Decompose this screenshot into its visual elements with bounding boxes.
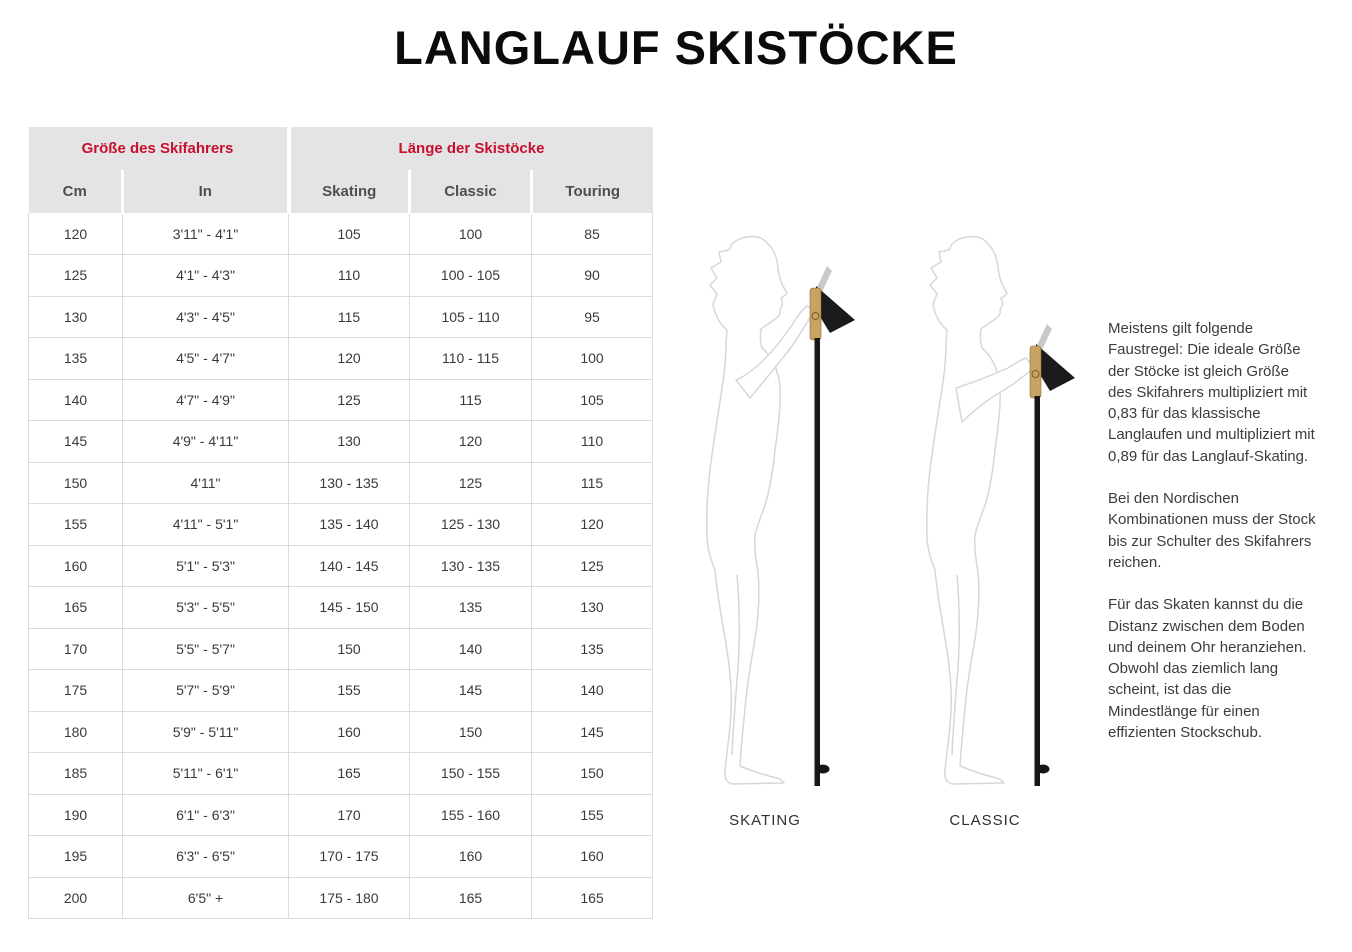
- table-cell: 165: [29, 587, 123, 629]
- table-cell: 165: [532, 877, 653, 919]
- table-cell: 90: [532, 255, 653, 297]
- table-cell: 170: [29, 628, 123, 670]
- table-cell: 120: [532, 504, 653, 546]
- table-group-header-row: [29, 127, 653, 170]
- table-row: [29, 462, 653, 504]
- table-cell: 175: [29, 670, 123, 712]
- table-cell: 160: [410, 836, 532, 878]
- info-paragraph: Für das Skaten kannst du die Distanz zwischen dem Boden und deinem Ohr heranziehen. Obwohl das ziemlich lang scheint, ist das die Mindestlänge für einen effizienten Stockschub.: [1108, 596, 1307, 742]
- group-header-pole-length: Länge der Skistöcke: [289, 127, 653, 170]
- table-body: [29, 213, 653, 919]
- table-cell: 170 - 175: [289, 836, 410, 878]
- pole-basket: [817, 765, 830, 774]
- table-cell: 160: [532, 836, 653, 878]
- pole-strap: [816, 286, 855, 333]
- table-cell: 5'5" - 5'7": [123, 628, 289, 670]
- table-cell: 140: [532, 670, 653, 712]
- table-cell: 140: [410, 628, 532, 670]
- column-header-touring: Touring: [532, 170, 653, 213]
- table-subheader-row: [29, 170, 653, 213]
- table-row: [29, 296, 653, 338]
- table-cell: 130: [29, 296, 123, 338]
- table-cell: 5'3" - 5'5": [123, 587, 289, 629]
- table-cell: 110: [289, 255, 410, 297]
- info-paragraph: Meistens gilt folgende Faustregel: Die ideale Größe der Stöcke ist gleich Größe des Skifahrers multipliziert mit 0,83 für das klassische Langlaufen und multipliziert mit 0,89 für das Langlauf-Skating.: [1108, 320, 1315, 465]
- table-cell: 4'3" - 4'5": [123, 296, 289, 338]
- table-cell: 5'9" - 5'11": [123, 711, 289, 753]
- table-cell: 155: [532, 794, 653, 836]
- size-chart-table-container: [28, 127, 653, 919]
- table-cell: 110 - 115: [410, 338, 532, 380]
- table-row: [29, 836, 653, 878]
- table-cell: 6'5" +: [123, 877, 289, 919]
- table-cell: 105 - 110: [410, 296, 532, 338]
- table-cell: 4'5" - 4'7": [123, 338, 289, 380]
- skating-label: SKATING: [729, 812, 801, 829]
- pole-basket: [1037, 765, 1050, 774]
- table-cell: 120: [410, 421, 532, 463]
- table-cell: 4'11": [123, 462, 289, 504]
- pole-shaft: [815, 338, 821, 786]
- table-cell: 165: [289, 753, 410, 795]
- table-row: [29, 794, 653, 836]
- column-header-skating: Skating: [289, 170, 410, 213]
- table-row: [29, 545, 653, 587]
- table-cell: 100: [532, 338, 653, 380]
- table-cell: 140: [29, 379, 123, 421]
- table-cell: 150 - 155: [410, 753, 532, 795]
- table-row: [29, 753, 653, 795]
- table-cell: 5'7" - 5'9": [123, 670, 289, 712]
- classic-label: CLASSIC: [949, 812, 1021, 829]
- table-cell: 4'11" - 5'1": [123, 504, 289, 546]
- table-row: [29, 379, 653, 421]
- table-row: [29, 711, 653, 753]
- column-header-in: In: [123, 170, 289, 213]
- table-cell: 175 - 180: [289, 877, 410, 919]
- table-cell: 4'7" - 4'9": [123, 379, 289, 421]
- table-cell: 135: [410, 587, 532, 629]
- sizing-rule-text: [1108, 318, 1316, 764]
- table-cell: 115: [532, 462, 653, 504]
- table-cell: 6'1" - 6'3": [123, 794, 289, 836]
- group-header-skier-size: Größe des Skifahrers: [29, 127, 289, 170]
- table-cell: 125: [29, 255, 123, 297]
- table-cell: 125: [532, 545, 653, 587]
- table-row: [29, 421, 653, 463]
- table-cell: 135: [29, 338, 123, 380]
- table-cell: 160: [289, 711, 410, 753]
- table-cell: 135 - 140: [289, 504, 410, 546]
- table-cell: 150: [532, 753, 653, 795]
- table-cell: 145 - 150: [289, 587, 410, 629]
- table-cell: 190: [29, 794, 123, 836]
- ski-pole: [1030, 324, 1075, 786]
- table-cell: 135: [532, 628, 653, 670]
- skating-skier-icon: [680, 230, 880, 792]
- table-cell: 105: [532, 379, 653, 421]
- table-cell: 155 - 160: [410, 794, 532, 836]
- table-row: [29, 628, 653, 670]
- table-cell: 145: [532, 711, 653, 753]
- table-cell: 125: [289, 379, 410, 421]
- table-cell: 5'11" - 6'1": [123, 753, 289, 795]
- table-cell: 110: [532, 421, 653, 463]
- table-row: [29, 670, 653, 712]
- table-cell: 100: [410, 213, 532, 255]
- table-cell: 130: [532, 587, 653, 629]
- table-cell: 125 - 130: [410, 504, 532, 546]
- table-cell: 6'3" - 6'5": [123, 836, 289, 878]
- table-row: [29, 587, 653, 629]
- table-cell: 145: [410, 670, 532, 712]
- table-row: [29, 213, 653, 255]
- table-row: [29, 877, 653, 919]
- table-cell: 150: [289, 628, 410, 670]
- table-cell: 85: [532, 213, 653, 255]
- table-cell: 180: [29, 711, 123, 753]
- info-paragraph: Bei den Nordischen Kombinationen muss der Stock bis zur Schulter des Skifahrers reichen.: [1108, 490, 1316, 571]
- table-cell: 4'9" - 4'11": [123, 421, 289, 463]
- pole-shaft: [1035, 396, 1041, 786]
- table-cell: 150: [410, 711, 532, 753]
- table-cell: 115: [410, 379, 532, 421]
- skating-figure-illustration: [680, 230, 880, 792]
- page-title: LANGLAUF SKISTÖCKE: [394, 21, 958, 74]
- table-cell: 5'1" - 5'3": [123, 545, 289, 587]
- table-cell: 3'11" - 4'1": [123, 213, 289, 255]
- classic-figure-illustration: [900, 230, 1100, 792]
- pole-grip: [1030, 346, 1041, 398]
- column-header-cm: Cm: [29, 170, 123, 213]
- table-row: [29, 338, 653, 380]
- table-cell: 95: [532, 296, 653, 338]
- table-cell: 125: [410, 462, 532, 504]
- column-header-classic: Classic: [410, 170, 532, 213]
- table-cell: 145: [29, 421, 123, 463]
- table-cell: 130 - 135: [410, 545, 532, 587]
- skier-body-outline: [707, 237, 787, 784]
- table-row: [29, 255, 653, 297]
- table-cell: 160: [29, 545, 123, 587]
- table-cell: 200: [29, 877, 123, 919]
- table-cell: 120: [289, 338, 410, 380]
- table-row: [29, 504, 653, 546]
- table-cell: 185: [29, 753, 123, 795]
- table-cell: 140 - 145: [289, 545, 410, 587]
- table-cell: 100 - 105: [410, 255, 532, 297]
- table-cell: 115: [289, 296, 410, 338]
- pole-grip: [810, 288, 821, 340]
- table-cell: 150: [29, 462, 123, 504]
- table-cell: 165: [410, 877, 532, 919]
- table-cell: 130: [289, 421, 410, 463]
- table-cell: 155: [289, 670, 410, 712]
- table-header: [29, 127, 653, 213]
- classic-skier-icon: [900, 230, 1100, 792]
- table-cell: 130 - 135: [289, 462, 410, 504]
- ski-pole: [810, 266, 855, 786]
- table-cell: 155: [29, 504, 123, 546]
- table-cell: 170: [289, 794, 410, 836]
- table-cell: 195: [29, 836, 123, 878]
- table-cell: 105: [289, 213, 410, 255]
- skier-body-outline: [927, 237, 1007, 784]
- pole-strap: [1036, 344, 1075, 391]
- table-cell: 4'1" - 4'3": [123, 255, 289, 297]
- table-cell: 120: [29, 213, 123, 255]
- size-chart-table: [28, 127, 653, 919]
